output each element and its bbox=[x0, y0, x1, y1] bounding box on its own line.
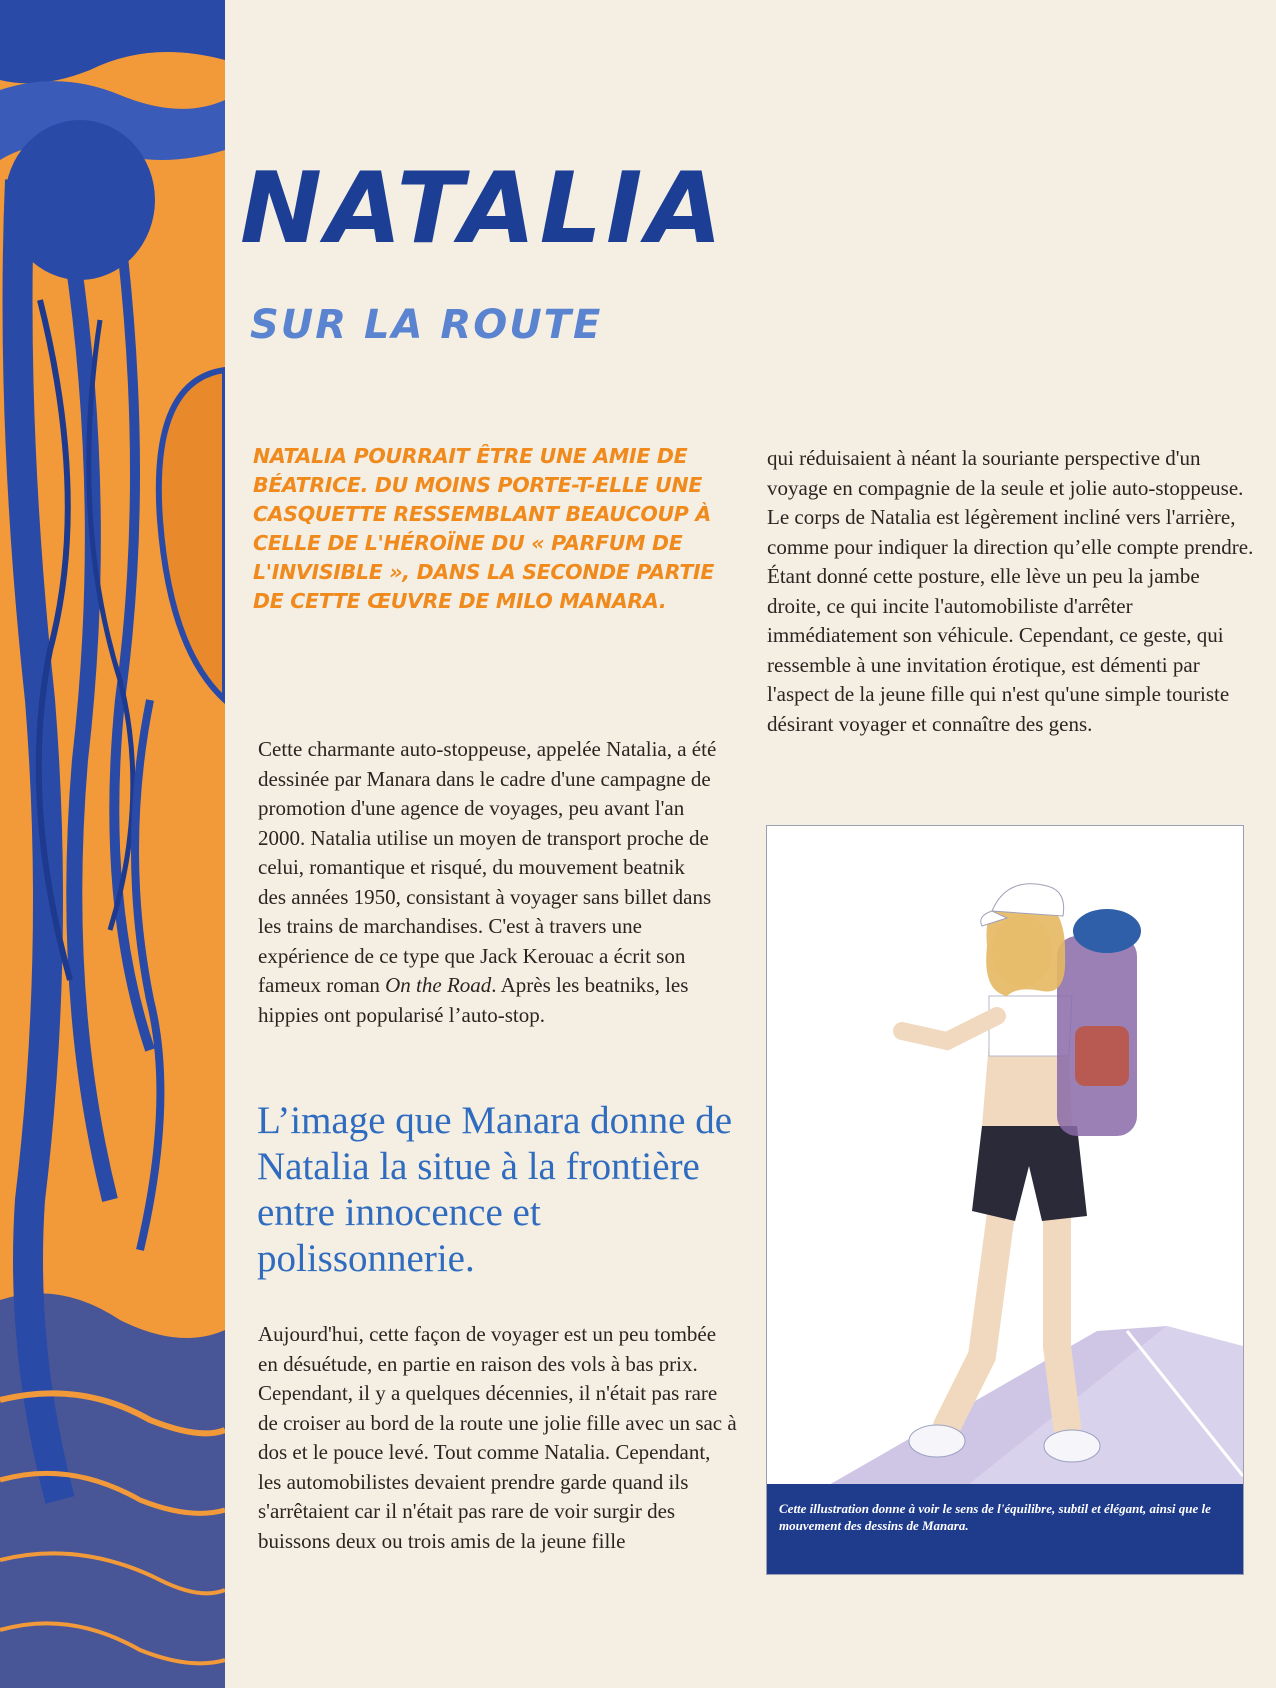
body-column-1-top bbox=[258, 735, 718, 1030]
paragraph-4: Le corps de Natalia est légèrement incliné vers l'arrière, comme pour indiquer la direction qu’elle compte prendre. Étant donné cette posture, elle lève un peu la jambe droite, ce qui incite l'automobiliste d'arrêter immédiatement son véhicule. Cependant, ce geste, qui ressemble à une invitation érotique, est démenti par l'aspect de la jeune fille qui n'est qu'une simple touriste désirant voyager et connaître des gens. bbox=[767, 505, 1254, 736]
side-illustration bbox=[0, 0, 225, 1688]
article-subtitle: SUR LA ROUTE bbox=[250, 302, 603, 348]
article-title: NATALIA bbox=[240, 152, 727, 266]
paragraph-1-text-after: . Après les beatniks, les hippies ont popularisé l’auto-stop. bbox=[258, 973, 689, 1027]
intro-text: NATALIA POURRAIT ÊTRE UNE AMIE DE BÉATRICE. DU MOINS PORTE-T-ELLE UNE CASQUETTE RESSEMBLANT BEAUCOUP À CELLE DE L'HÉROÏNE DU « PARFUM DE L'INVISIBLE », DANS LA SECONDE PARTIE DE CETTE ŒUVRE DE MILO MANARA. bbox=[253, 444, 715, 613]
illustration-figure bbox=[766, 825, 1244, 1575]
side-illustration-artwork bbox=[0, 0, 225, 1688]
book-title: On the Road bbox=[385, 973, 492, 997]
hitchhiker-illustration bbox=[767, 826, 1243, 1486]
body-column-1-bottom bbox=[258, 1320, 738, 1556]
paragraph-1 bbox=[258, 735, 718, 1030]
figure-caption: Cette illustration donne à voir le sens de l'équilibre, subtil et élégant, ainsi que le mouvement des dessins de Manara. bbox=[767, 1484, 1243, 1574]
body-column-2 bbox=[767, 444, 1257, 739]
paragraph-3: qui réduisaient à néant la souriante perspective d'un voyage en compagnie de la seule et jolie auto-stoppeuse. bbox=[767, 446, 1244, 500]
paragraph-2: Aujourd'hui, cette façon de voyager est un peu tombée en désuétude, en partie en raison des vols à bas prix. Cependant, il y a quelques décennies, il n'était pas rare de croiser au bord de la route une jolie fille avec un sac à dos et le pouce levé. Tout comme Natalia. Cependant, les automobilistes devaient prendre garde quand ils s'arrêtaient car il n'était pas rare de voir surgir des buissons deux ou trois amis de la jeune fille bbox=[258, 1322, 737, 1553]
pull-quote: L’image que Manara donne de Natalia la situe à la frontière entre innocence et polissonnerie. bbox=[257, 1099, 733, 1280]
paragraph-1-text-before: Cette charmante auto-stoppeuse, appelée Natalia, a été dessinée par Manara dans le cadre d'une campagne de promotion d'une agence de voyages, peu avant l'an 2000. Natalia utilise un moyen de transport proche de celui, romantique et risqué, du mouvement beatnik des années 1950, consistant à voyager sans billet dans les trains de marchandises. C'est à travers une expérience de ce type que Jack Kerouac a écrit son fameux roman bbox=[258, 737, 717, 997]
